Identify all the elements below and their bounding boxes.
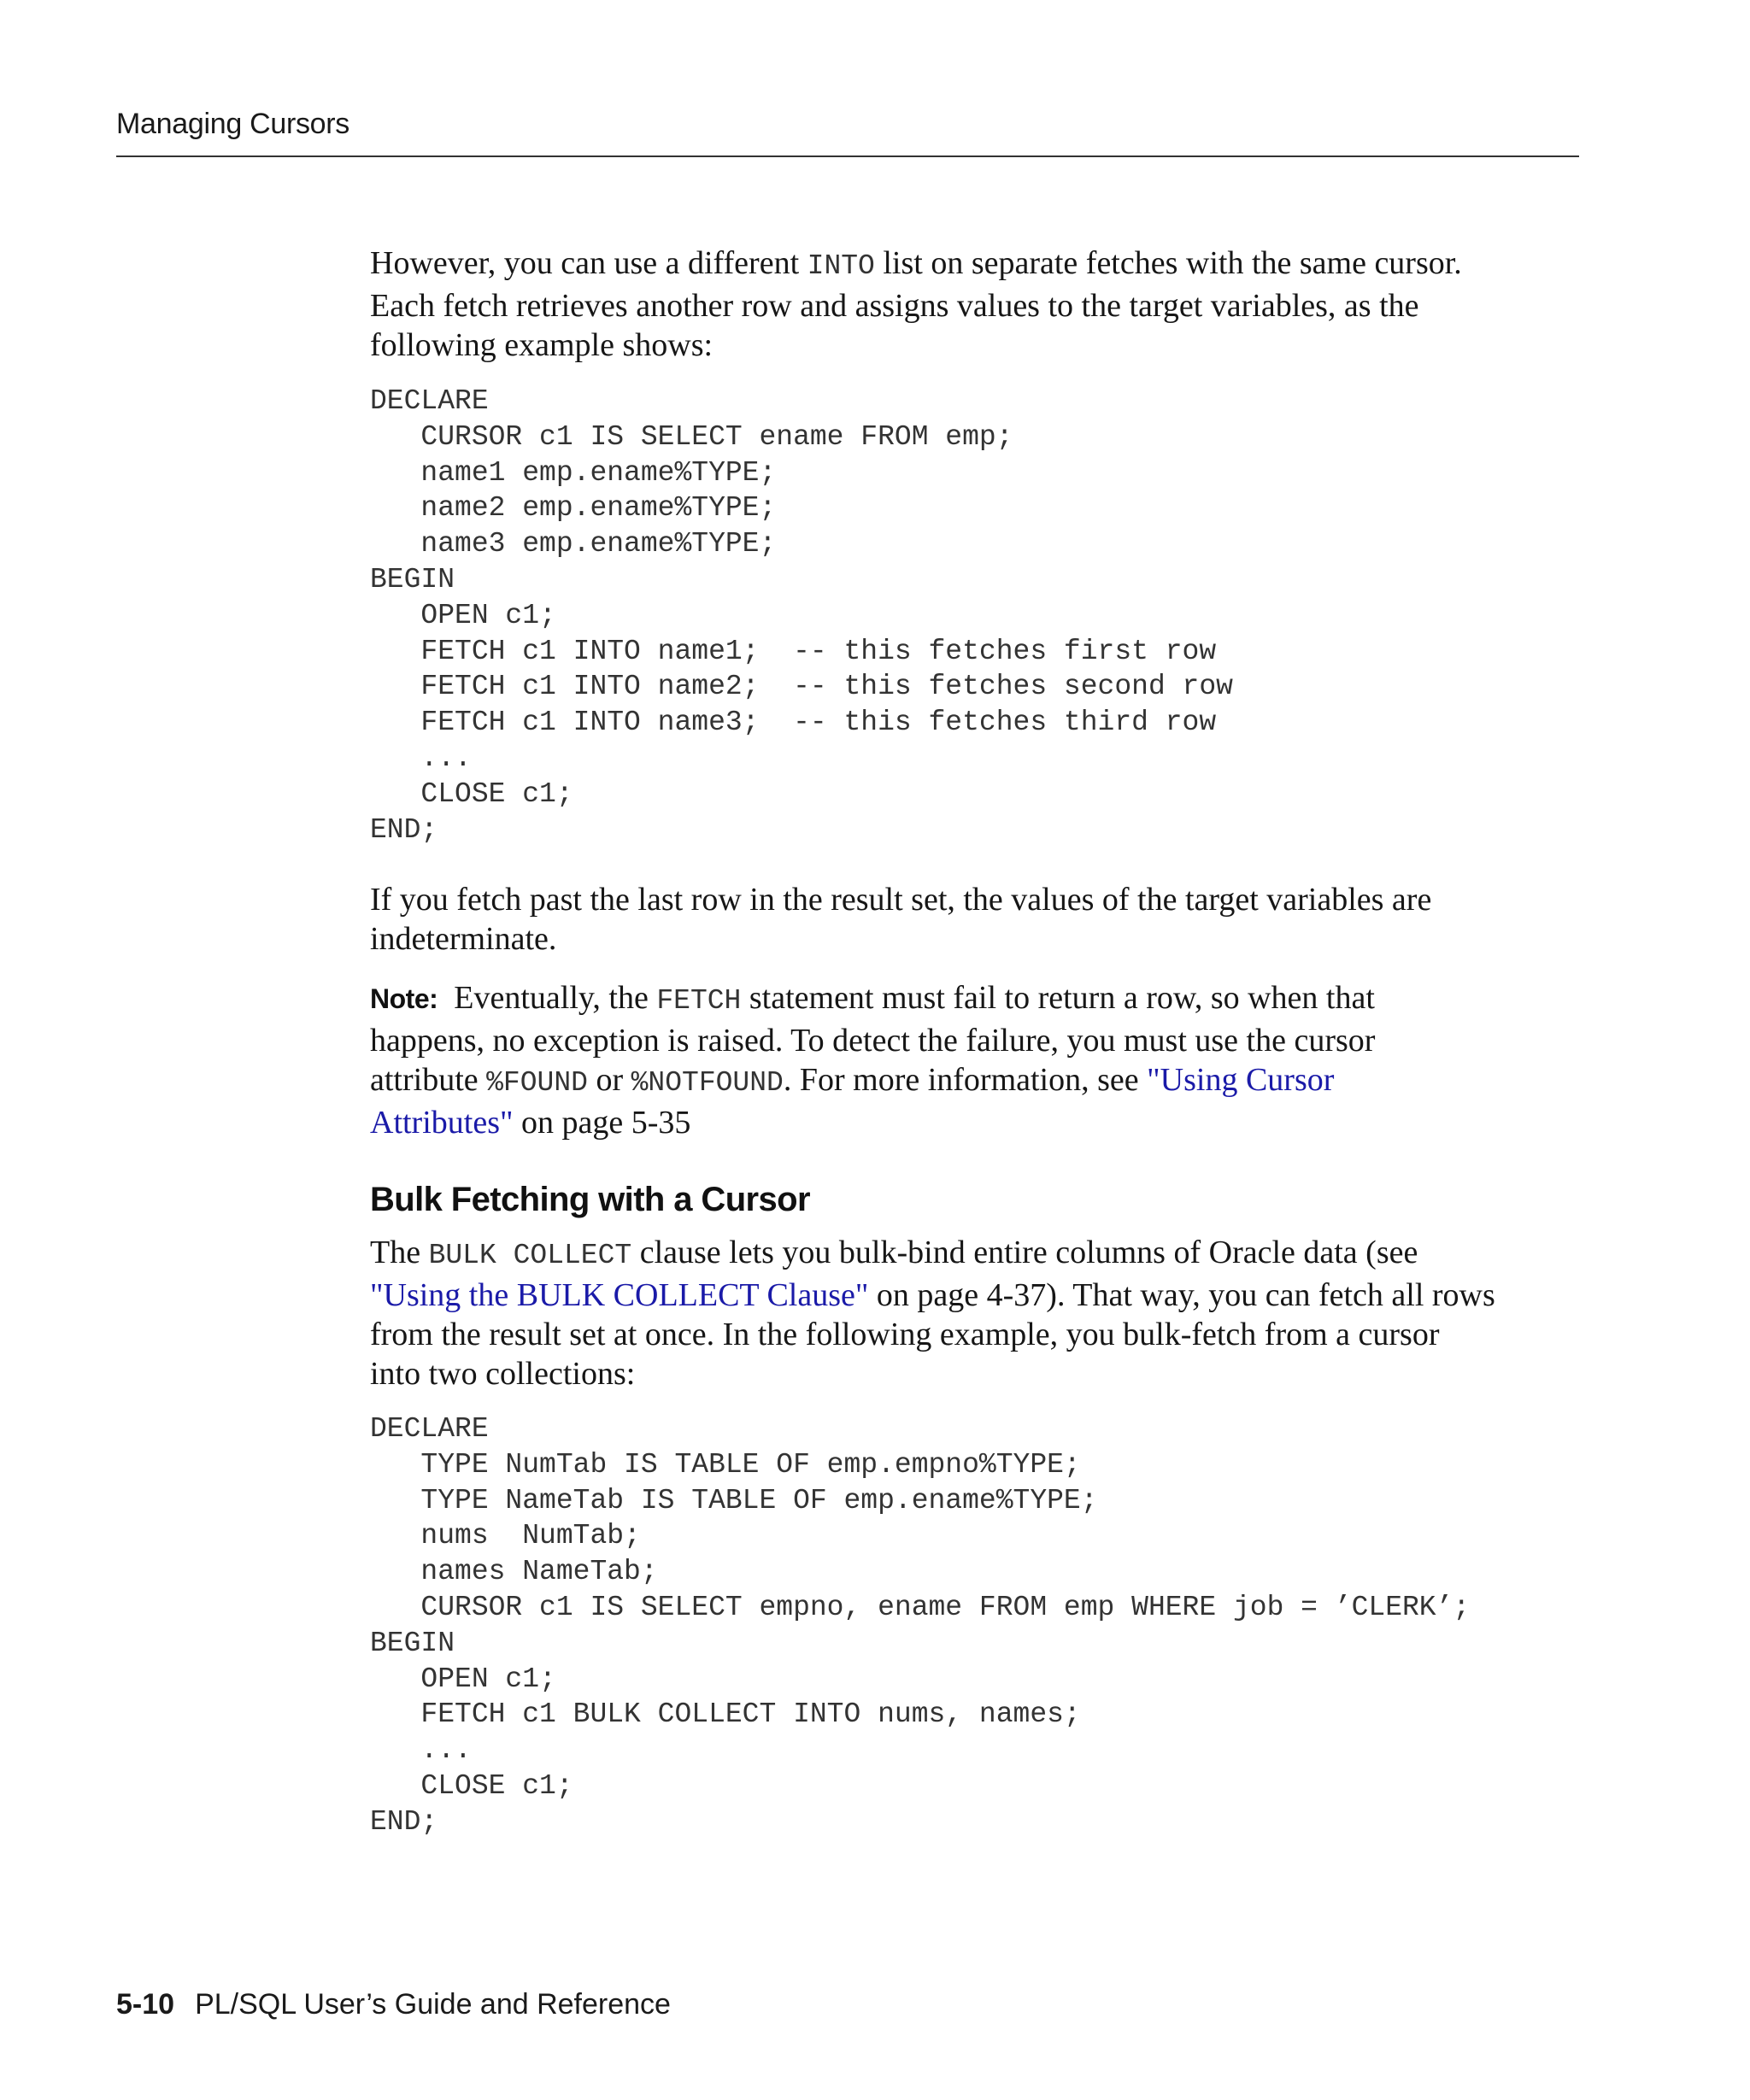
code-line: BEGIN [370,1627,455,1659]
code-block-1 [370,384,1583,848]
code-line: name2 emp.ename%TYPE; [370,492,777,525]
code-line: TYPE NameTab IS TABLE OF emp.ename%TYPE; [370,1484,1098,1516]
note-text: . For more information, see [783,1062,1148,1098]
page-footer [116,1988,671,2021]
bulk-line-1 [370,1233,1583,1276]
code-line: names NameTab; [370,1556,658,1588]
book-title: PL/SQL User’s Guide and Reference [195,1988,671,2021]
intro-text-2: list on separate fetches with the same cursor. [874,245,1462,281]
bulk-text: The [370,1235,429,1270]
bulk-text: on page 4-37). That way, you can fetch all rows [868,1277,1495,1313]
intro-line-1 [370,243,1583,286]
notfound-attribute: %NOTFOUND [631,1067,784,1099]
intro-line-2: Each fetch retrieves another row and assigns values to the target variables, as the [370,288,1419,324]
code-line: END; [370,813,438,846]
using-cursor-attributes-link[interactable]: "Using Cursor [1147,1062,1335,1098]
header-rule [116,155,1579,157]
code-example-2 [370,1411,1583,1840]
intro-paragraph [370,243,1583,365]
note-text: on page 5-35 [513,1105,691,1141]
using-cursor-attributes-link-cont[interactable]: Attributes" [370,1105,514,1141]
section-bulk-fetching [370,1181,1583,1219]
note-line-2: happens, no exception is raised. To detect the failure, you must use the cursor [370,1023,1376,1059]
code-line: ... [370,1734,472,1767]
bulk-collect-keyword: BULK COLLECT [428,1240,632,1271]
bulk-line-2 [370,1276,1583,1315]
bulk-text: clause lets you bulk-bind entire columns of Oracle data (see [631,1235,1418,1270]
running-header: Managing Cursors [116,108,349,140]
note-line-3 [370,1060,1583,1103]
bulk-paragraph [370,1233,1583,1393]
bulk-line-4: into two collections: [370,1356,636,1392]
code-line: CURSOR c1 IS SELECT ename FROM emp; [370,420,1013,453]
code-line: name3 emp.ename%TYPE; [370,528,777,560]
into-keyword: INTO [807,250,875,282]
code-line: CURSOR c1 IS SELECT empno, ename FROM emp WHERE job = ’CLERK’; [370,1591,1471,1623]
code-line: TYPE NumTab IS TABLE OF emp.empno%TYPE; [370,1448,1081,1481]
code-line: nums NumTab; [370,1520,641,1552]
note-text: Eventually, the [438,980,657,1016]
code-line: OPEN c1; [370,1663,556,1695]
past-last-row-paragraph [370,880,1583,959]
page-number: 5-10 [116,1988,175,2021]
code-line: name1 emp.ename%TYPE; [370,456,777,489]
code-line: DECLARE [370,385,489,417]
intro-text-1: However, you can use a different [370,245,807,281]
note-block [370,978,1583,1142]
note-label: Note: [370,983,438,1014]
note-line-1 [370,978,1583,1021]
note-text: or [587,1062,631,1098]
note-text: statement must fail to return a row, so when that [741,980,1375,1016]
code-line: ... [370,742,472,774]
note-text: attribute [370,1062,487,1098]
section-heading: Bulk Fetching with a Cursor [370,1181,810,1218]
code-line: BEGIN [370,563,455,595]
code-block-2 [370,1411,1583,1840]
code-line: FETCH c1 INTO name3; -- this fetches third row [370,707,1217,739]
bulk-line-3: from the result set at once. In the following example, you bulk-fetch from a cursor [370,1317,1440,1352]
code-line: FETCH c1 INTO name2; -- this fetches second row [370,671,1233,703]
using-bulk-collect-link[interactable]: "Using the BULK COLLECT Clause" [370,1277,869,1313]
past-last-line-1: If you fetch past the last row in the result set, the values of the target variables are [370,882,1432,918]
code-line: FETCH c1 INTO name1; -- this fetches first row [370,635,1217,667]
code-line: CLOSE c1; [370,1769,573,1802]
code-example-1 [370,384,1583,848]
code-line: END; [370,1805,438,1838]
code-line: FETCH c1 BULK COLLECT INTO nums, names; [370,1698,1081,1731]
note-line-4 [370,1103,1583,1142]
fetch-keyword: FETCH [656,985,742,1017]
code-line: CLOSE c1; [370,777,573,810]
code-line: DECLARE [370,1413,489,1445]
code-line: OPEN c1; [370,599,556,631]
found-attribute: %FOUND [486,1067,588,1099]
intro-line-3: following example shows: [370,327,714,363]
past-last-line-2: indeterminate. [370,921,557,957]
